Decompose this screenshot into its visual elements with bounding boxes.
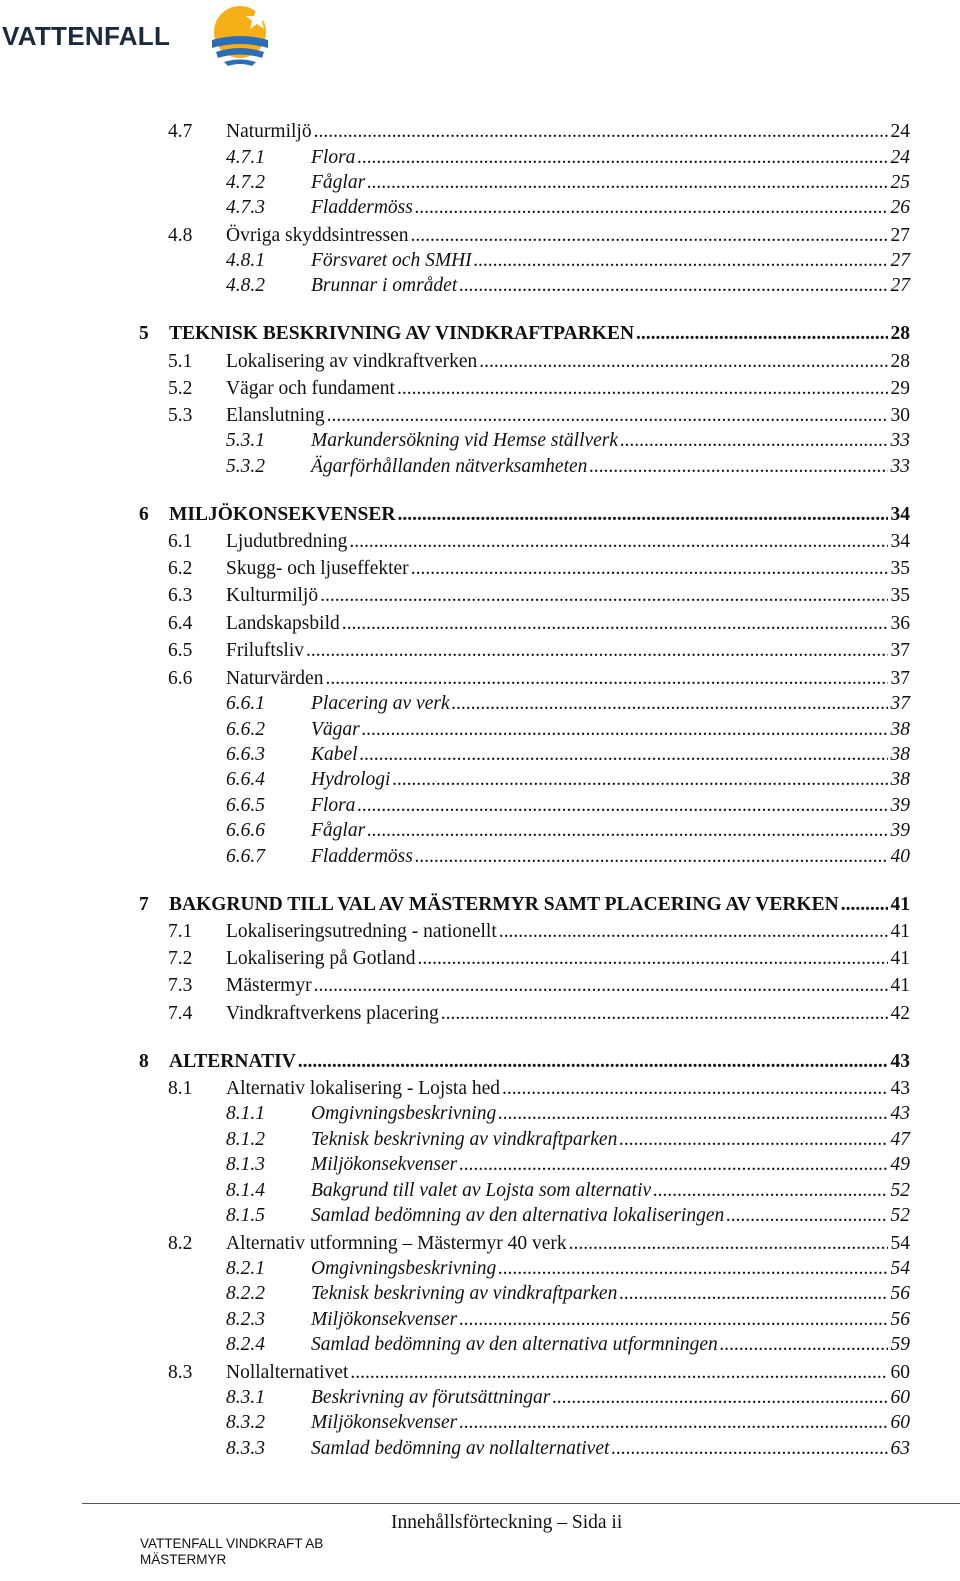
toc-entry-page: 28 bbox=[890, 323, 910, 344]
toc-entry-title: Ljudutbredning bbox=[226, 531, 348, 552]
toc-entry-number: 5.1 bbox=[168, 351, 193, 372]
toc-entry-title: Miljökonsekvenser bbox=[311, 1309, 458, 1330]
toc-dot-leader bbox=[411, 557, 888, 581]
toc-entry-page: 34 bbox=[890, 504, 910, 525]
toc-dot-leader bbox=[350, 1361, 887, 1385]
toc-entry-page: 41 bbox=[890, 975, 910, 996]
toc-entry-title: Flora bbox=[311, 795, 356, 816]
toc-dot-leader bbox=[459, 1308, 887, 1332]
toc-dot-leader bbox=[397, 503, 887, 527]
toc-entry-title: Markundersökning vid Hemse ställverk bbox=[311, 430, 619, 451]
toc-entry-title: Alternativ lokalisering - Lojsta hed bbox=[226, 1078, 501, 1099]
toc-entry-number: 6.6 bbox=[168, 668, 193, 689]
toc-entry-number: 7 bbox=[139, 894, 149, 915]
toc-dot-leader bbox=[498, 1257, 887, 1281]
toc-entry-page: 38 bbox=[890, 744, 910, 765]
toc-entry-number: 8.1.5 bbox=[226, 1205, 265, 1226]
toc-dot-leader bbox=[502, 1077, 887, 1101]
toc-dot-leader bbox=[498, 1102, 887, 1126]
toc-entry-page: 54 bbox=[890, 1233, 910, 1254]
toc-entry-page: 37 bbox=[890, 693, 910, 714]
toc-entry-page: 38 bbox=[890, 719, 910, 740]
toc-entry[interactable] bbox=[226, 1204, 910, 1228]
toc-entry-number: 7.4 bbox=[168, 1003, 193, 1024]
toc-entry-page: 56 bbox=[890, 1309, 910, 1330]
toc-entry-page: 49 bbox=[890, 1154, 910, 1175]
toc-dot-leader bbox=[726, 1204, 887, 1228]
toc-entry-page: 38 bbox=[890, 769, 910, 790]
toc-entry-title: Vindkraftverkens placering bbox=[226, 1003, 439, 1024]
toc-entry-title: Teknisk beskrivning av vindkraftparken bbox=[311, 1283, 618, 1304]
toc-entry-number: 7.1 bbox=[168, 921, 193, 942]
toc-entry-title: Skugg- och ljuseffekter bbox=[226, 558, 409, 579]
toc-entry-number: 5.3.1 bbox=[226, 430, 265, 451]
toc-entry-page: 56 bbox=[890, 1283, 910, 1304]
toc-entry-page: 39 bbox=[890, 795, 910, 816]
footer-company: VATTENFALL VINDKRAFT AB bbox=[140, 1536, 324, 1551]
toc-dot-leader bbox=[589, 455, 887, 479]
toc-dot-leader bbox=[569, 1232, 888, 1256]
toc-entry[interactable] bbox=[226, 692, 910, 716]
toc-entry[interactable] bbox=[226, 768, 910, 792]
toc-entry-page: 27 bbox=[890, 250, 910, 271]
toc-entry-title: Lokalisering av vindkraftverken bbox=[226, 351, 478, 372]
toc-entry-title: Naturvärden bbox=[226, 668, 324, 689]
toc-dot-leader bbox=[360, 743, 888, 767]
toc-dot-leader bbox=[552, 1386, 887, 1410]
toc-entry-title: Landskapsbild bbox=[226, 613, 340, 634]
toc-entry-page: 52 bbox=[890, 1180, 910, 1201]
toc-dot-leader bbox=[841, 893, 888, 917]
toc-entry[interactable] bbox=[226, 1179, 910, 1203]
toc-entry-number: 4.7.3 bbox=[226, 197, 265, 218]
toc-entry[interactable] bbox=[226, 1333, 910, 1357]
toc-entry-number: 6.5 bbox=[168, 640, 193, 661]
toc-dot-leader bbox=[459, 1153, 887, 1177]
toc-entry-title: Försvaret och SMHI bbox=[311, 250, 472, 271]
toc-entry-title: TEKNISK BESKRIVNING AV VINDKRAFTPARKEN bbox=[169, 323, 635, 344]
toc-entry-title: Vägar och fundament bbox=[226, 378, 395, 399]
toc-entry[interactable] bbox=[226, 146, 910, 170]
toc-entry-number: 4.8.1 bbox=[226, 250, 265, 271]
toc-entry-page: 41 bbox=[890, 948, 910, 969]
toc-entry-number: 6.6.7 bbox=[226, 846, 265, 867]
toc-entry-number: 6.6.1 bbox=[226, 693, 265, 714]
toc-entry-page: 29 bbox=[890, 378, 910, 399]
toc-entry[interactable] bbox=[226, 429, 910, 453]
toc-entry-number: 8.3.3 bbox=[226, 1438, 265, 1459]
toc-dot-leader bbox=[636, 322, 887, 346]
toc-entry[interactable] bbox=[226, 1128, 910, 1152]
toc-entry-page: 43 bbox=[890, 1078, 910, 1099]
toc-entry-number: 8.3.2 bbox=[226, 1412, 265, 1433]
toc-entry-title: Samlad bedömning av den alternativa utformningen bbox=[311, 1334, 718, 1355]
toc-entry[interactable] bbox=[168, 612, 910, 636]
toc-entry-number: 8.2 bbox=[168, 1233, 193, 1254]
toc-entry-page: 30 bbox=[890, 405, 910, 426]
toc-entry-title: Samlad bedömning av nollalternativet bbox=[311, 1438, 610, 1459]
toc-entry-page: 26 bbox=[890, 197, 910, 218]
toc-entry-page: 35 bbox=[890, 558, 910, 579]
toc-entry[interactable] bbox=[226, 1257, 910, 1281]
toc-entry-number: 7.2 bbox=[168, 948, 193, 969]
toc-dot-leader bbox=[415, 845, 888, 869]
toc-entry[interactable] bbox=[168, 639, 910, 663]
toc-entry-title: Fåglar bbox=[311, 172, 366, 193]
toc-entry-number: 6.1 bbox=[168, 531, 193, 552]
toc-dot-leader bbox=[479, 350, 887, 374]
toc-entry-title: Omgivningsbeskrivning bbox=[311, 1258, 497, 1279]
toc-entry-number: 6.6.3 bbox=[226, 744, 265, 765]
toc-entry[interactable] bbox=[226, 1437, 910, 1461]
toc-entry-title: Samlad bedömning av den alternativa lokaliseringen bbox=[311, 1205, 725, 1226]
toc-entry-title: Övriga skyddsintressen bbox=[226, 225, 409, 246]
toc-entry-title: Omgivningsbeskrivning bbox=[311, 1103, 497, 1124]
toc-entry-title: Brunnar i området bbox=[311, 275, 458, 296]
toc-entry[interactable] bbox=[168, 557, 910, 581]
toc-dot-leader bbox=[653, 1179, 887, 1203]
toc-dot-leader bbox=[357, 794, 887, 818]
toc-entry[interactable] bbox=[168, 120, 910, 144]
toc-dot-leader bbox=[620, 429, 887, 453]
toc-entry-title: Fåglar bbox=[311, 820, 366, 841]
toc-entry-page: 60 bbox=[890, 1412, 910, 1433]
toc-dot-leader bbox=[397, 377, 888, 401]
toc-entry-page: 36 bbox=[890, 613, 910, 634]
toc-entry-number: 8.3.1 bbox=[226, 1387, 265, 1408]
toc-dot-leader bbox=[499, 920, 888, 944]
toc-entry-number: 4.8.2 bbox=[226, 275, 265, 296]
toc-dot-leader bbox=[306, 639, 887, 663]
toc-dot-leader bbox=[298, 1050, 888, 1074]
toc-entry-title: Mästermyr bbox=[226, 975, 312, 996]
toc-entry-page: 25 bbox=[890, 172, 910, 193]
toc-entry[interactable] bbox=[226, 274, 910, 298]
toc-entry-title: Miljökonsekvenser bbox=[311, 1154, 458, 1175]
toc-entry[interactable] bbox=[168, 1077, 910, 1101]
toc-entry-title: Vägar bbox=[311, 719, 360, 740]
toc-entry-number: 6.6.6 bbox=[226, 820, 265, 841]
toc-entry-page: 35 bbox=[890, 585, 910, 606]
toc-dot-leader bbox=[441, 1002, 888, 1026]
toc-entry-title: Flora bbox=[311, 147, 356, 168]
toc-dot-leader bbox=[452, 692, 888, 716]
toc-entry[interactable] bbox=[168, 377, 910, 401]
toc-entry[interactable] bbox=[139, 1050, 910, 1074]
toc-entry-page: 24 bbox=[890, 147, 910, 168]
toc-entry-title: Ägarförhållanden nätverksamheten bbox=[311, 456, 588, 477]
toc-dot-leader bbox=[362, 718, 888, 742]
toc-entry-page: 42 bbox=[890, 1003, 910, 1024]
toc-entry-page: 43 bbox=[890, 1051, 910, 1072]
toc-dot-leader bbox=[611, 1437, 887, 1461]
toc-dot-leader bbox=[349, 530, 887, 554]
toc-entry-number: 8.2.3 bbox=[226, 1309, 265, 1330]
toc-entry-title: Kulturmiljö bbox=[226, 585, 319, 606]
toc-dot-leader bbox=[720, 1333, 888, 1357]
toc-entry-page: 33 bbox=[890, 456, 910, 477]
toc-entry-page: 41 bbox=[890, 921, 910, 942]
toc-entry[interactable] bbox=[168, 224, 910, 248]
toc-entry-title: Hydrologi bbox=[311, 769, 391, 790]
toc-entry-title: Teknisk beskrivning av vindkraftparken bbox=[311, 1129, 618, 1150]
toc-entry-number: 4.8 bbox=[168, 225, 193, 246]
toc-entry-page: 37 bbox=[890, 668, 910, 689]
toc-entry-title: Kabel bbox=[311, 744, 358, 765]
toc-entry-page: 43 bbox=[890, 1103, 910, 1124]
toc-entry-page: 63 bbox=[890, 1438, 910, 1459]
toc-entry[interactable] bbox=[168, 1361, 910, 1385]
toc-entry-number: 8.1.3 bbox=[226, 1154, 265, 1175]
toc-entry-title: Elanslutning bbox=[226, 405, 325, 426]
toc-entry[interactable] bbox=[226, 1386, 910, 1410]
toc-entry-page: 54 bbox=[890, 1258, 910, 1279]
toc-entry-number: 8.1.2 bbox=[226, 1129, 265, 1150]
toc-entry-number: 7.3 bbox=[168, 975, 193, 996]
toc-entry-number: 6.6.2 bbox=[226, 719, 265, 740]
toc-entry-number: 4.7.1 bbox=[226, 147, 265, 168]
toc-dot-leader bbox=[327, 404, 888, 428]
toc-entry-title: Bakgrund till valet av Lojsta som alternativ bbox=[311, 1180, 652, 1201]
toc-entry[interactable] bbox=[168, 404, 910, 428]
toc-entry-page: 40 bbox=[890, 846, 910, 867]
toc-entry[interactable] bbox=[226, 171, 910, 195]
toc-entry-number: 6.2 bbox=[168, 558, 193, 579]
toc-entry[interactable] bbox=[139, 322, 910, 346]
toc-entry[interactable] bbox=[226, 1153, 910, 1177]
toc-entry-page: 37 bbox=[890, 640, 910, 661]
toc-entry-number: 6.4 bbox=[168, 613, 193, 634]
toc-entry[interactable] bbox=[226, 743, 910, 767]
toc-entry[interactable] bbox=[226, 819, 910, 843]
toc-entry[interactable] bbox=[226, 845, 910, 869]
toc-entry-title: ALTERNATIV bbox=[169, 1051, 296, 1072]
toc-entry[interactable] bbox=[168, 584, 910, 608]
toc-entry-number: 4.7 bbox=[168, 121, 193, 142]
toc-entry-page: 60 bbox=[890, 1362, 910, 1383]
toc-entry-title: Beskrivning av förutsättningar bbox=[311, 1387, 551, 1408]
toc-entry-page: 60 bbox=[890, 1387, 910, 1408]
toc-entry-page: 27 bbox=[890, 225, 910, 246]
toc-entry-number: 6 bbox=[139, 504, 149, 525]
toc-entry-title: MILJÖKONSEKVENSER bbox=[169, 504, 396, 525]
toc-entry[interactable] bbox=[226, 249, 910, 273]
toc-entry-title: Naturmiljö bbox=[226, 121, 312, 142]
toc-entry-number: 5.2 bbox=[168, 378, 193, 399]
toc-entry-number: 8.2.2 bbox=[226, 1283, 265, 1304]
toc-entry[interactable] bbox=[168, 1002, 910, 1026]
toc-entry[interactable] bbox=[168, 1232, 910, 1256]
toc-entry[interactable] bbox=[168, 530, 910, 554]
toc-entry[interactable] bbox=[226, 1411, 910, 1435]
toc-entry-title: Lokalisering på Gotland bbox=[226, 948, 416, 969]
toc-entry-number: 8.1 bbox=[168, 1078, 193, 1099]
toc-entry-page: 52 bbox=[890, 1205, 910, 1226]
toc-entry-page: 47 bbox=[890, 1129, 910, 1150]
toc-entry[interactable] bbox=[226, 196, 910, 220]
toc-entry[interactable] bbox=[168, 947, 910, 971]
toc-entry-page: 39 bbox=[890, 820, 910, 841]
toc-entry-page: 59 bbox=[890, 1334, 910, 1355]
footer-project: MÄSTERMYR bbox=[140, 1552, 227, 1567]
toc-dot-leader bbox=[418, 947, 888, 971]
toc-entry-number: 8.2.1 bbox=[226, 1258, 265, 1279]
toc-entry-number: 8 bbox=[139, 1051, 149, 1072]
toc-entry[interactable] bbox=[226, 718, 910, 742]
toc-entry[interactable] bbox=[168, 350, 910, 374]
toc-entry[interactable] bbox=[226, 794, 910, 818]
toc-entry-title: BAKGRUND TILL VAL AV MÄSTERMYR SAMT PLACERING AV VERKEN bbox=[169, 894, 839, 915]
toc-entry-number: 5.3.2 bbox=[226, 456, 265, 477]
toc-dot-leader bbox=[325, 667, 887, 691]
toc-dot-leader bbox=[357, 146, 887, 170]
toc-dot-leader bbox=[619, 1128, 887, 1152]
toc-dot-leader bbox=[314, 974, 888, 998]
toc-entry-number: 8.1.1 bbox=[226, 1103, 265, 1124]
toc-entry-title: Friluftsliv bbox=[226, 640, 305, 661]
footer-company-block bbox=[140, 1536, 323, 1568]
toc-entry[interactable] bbox=[139, 893, 910, 917]
toc-entry-number: 4.7.2 bbox=[226, 172, 265, 193]
toc-entry[interactable] bbox=[168, 920, 910, 944]
toc-entry-title: Lokaliseringsutredning - nationellt bbox=[226, 921, 497, 942]
toc-entry[interactable] bbox=[226, 1102, 910, 1126]
toc-entry[interactable] bbox=[226, 1308, 910, 1332]
toc-entry[interactable] bbox=[168, 667, 910, 691]
toc-entry-number: 6.6.4 bbox=[226, 769, 265, 790]
toc-dot-leader bbox=[367, 819, 887, 843]
toc-dot-leader bbox=[411, 224, 888, 248]
toc-entry[interactable] bbox=[226, 1282, 910, 1306]
toc-entry-page: 28 bbox=[890, 351, 910, 372]
toc-entry-title: Alternativ utformning – Mästermyr 40 verk bbox=[226, 1233, 567, 1254]
toc-dot-leader bbox=[474, 249, 888, 273]
toc-entry[interactable] bbox=[226, 455, 910, 479]
toc-entry-number: 6.6.5 bbox=[226, 795, 265, 816]
toc-entry-number: 8.3 bbox=[168, 1362, 193, 1383]
toc-entry[interactable] bbox=[139, 503, 910, 527]
toc-entry-page: 34 bbox=[890, 531, 910, 552]
toc-entry-number: 6.3 bbox=[168, 585, 193, 606]
toc-entry[interactable] bbox=[168, 974, 910, 998]
toc-entry-number: 5.3 bbox=[168, 405, 193, 426]
toc-dot-leader bbox=[415, 196, 888, 220]
toc-dot-leader bbox=[619, 1282, 887, 1306]
toc-entry-number: 5 bbox=[139, 323, 149, 344]
toc-entry-page: 24 bbox=[890, 121, 910, 142]
toc-entry-title: Placering av verk bbox=[311, 693, 450, 714]
toc-entry-page: 41 bbox=[890, 894, 910, 915]
logo-wordmark: VATTENFALL bbox=[2, 21, 171, 51]
toc-entry-number: 8.2.4 bbox=[226, 1334, 265, 1355]
toc-entry-page: 27 bbox=[890, 275, 910, 296]
toc-entry-title: Fladdermöss bbox=[311, 197, 413, 218]
toc-dot-leader bbox=[320, 584, 887, 608]
toc-dot-leader bbox=[392, 768, 887, 792]
toc-dot-leader bbox=[367, 171, 887, 195]
toc-dot-leader bbox=[459, 274, 887, 298]
footer-divider bbox=[82, 1503, 960, 1504]
toc-entry-title: Miljökonsekvenser bbox=[311, 1412, 458, 1433]
toc-entry-number: 8.1.4 bbox=[226, 1180, 265, 1201]
toc-dot-leader bbox=[314, 120, 888, 144]
toc-entry-title: Fladdermöss bbox=[311, 846, 413, 867]
toc-entry-title: Nollalternativet bbox=[226, 1362, 349, 1383]
toc-dot-leader bbox=[342, 612, 888, 636]
toc-dot-leader bbox=[459, 1411, 887, 1435]
toc-entry-page: 33 bbox=[890, 430, 910, 451]
footer-page-label: Innehållsförteckning – Sida ii bbox=[391, 1512, 623, 1533]
